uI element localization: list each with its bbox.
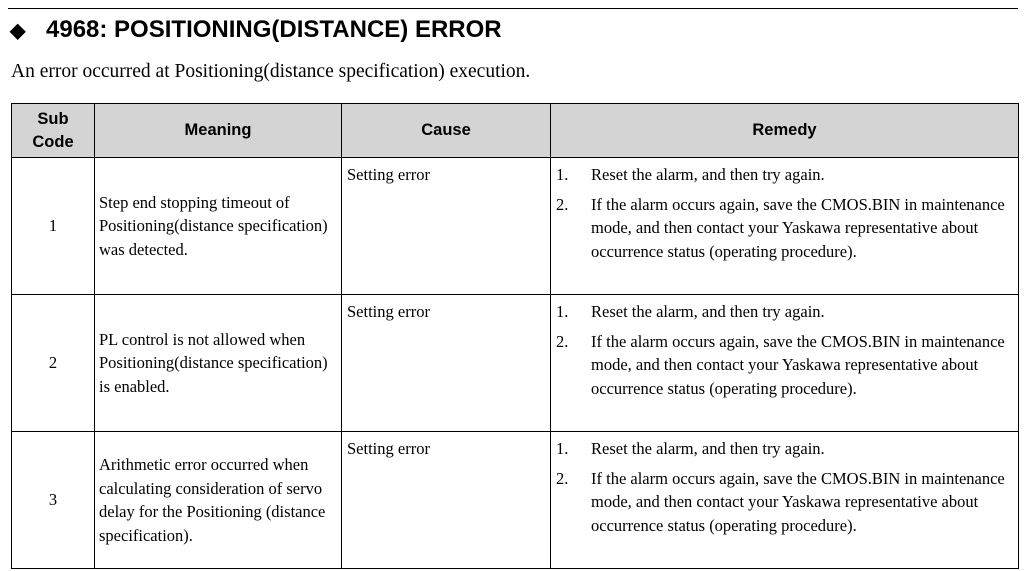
header-sub-code: Sub Code xyxy=(12,104,95,158)
header-remedy: Remedy xyxy=(551,104,1019,158)
step-text: Reset the alarm, and then try again. xyxy=(591,439,825,458)
remedy-cell xyxy=(551,432,1019,569)
cause-cell: Setting error xyxy=(342,158,551,295)
meaning-cell: Arithmetic error occurred when calculating consideration of servo delay for the Positioning (distance specification). xyxy=(95,432,342,569)
table-row xyxy=(12,295,1019,432)
remedy-step xyxy=(556,437,1012,461)
section-title xyxy=(10,13,502,47)
sub-code-cell: 1 xyxy=(12,158,95,295)
step-number: 2. xyxy=(556,331,569,351)
remedy-step xyxy=(556,330,1012,401)
header-row xyxy=(12,104,1019,158)
remedy-list xyxy=(556,437,1012,537)
step-number: 1. xyxy=(556,302,569,321)
cause-cell: Setting error xyxy=(342,432,551,569)
step-text: If the alarm occurs again, save the CMOS.BIN in maintenance mode, and then contact your Yaskawa representative about occurrence status (operating procedure). xyxy=(591,331,1005,398)
step-text: Reset the alarm, and then try again. xyxy=(591,165,825,184)
error-table xyxy=(11,103,1019,569)
remedy-cell xyxy=(551,158,1019,295)
step-text: If the alarm occurs again, save the CMOS.BIN in maintenance mode, and then contact your Yaskawa representative about occurrence status (operating procedure). xyxy=(591,468,1005,535)
table-row xyxy=(12,432,1019,569)
section-title-text: 4968: POSITIONING(DISTANCE) ERROR xyxy=(46,16,502,43)
top-rule xyxy=(8,8,1018,9)
remedy-step xyxy=(556,193,1012,264)
step-number: 2. xyxy=(556,194,569,214)
remedy-step xyxy=(556,163,1012,187)
remedy-list xyxy=(556,300,1012,400)
remedy-list xyxy=(556,163,1012,263)
table-row xyxy=(12,158,1019,295)
sub-code-cell: 3 xyxy=(12,432,95,569)
step-number: 1. xyxy=(556,439,569,458)
step-number: 1. xyxy=(556,165,569,184)
remedy-step xyxy=(556,467,1012,538)
remedy-step xyxy=(556,300,1012,324)
diamond-bullet-icon: ◆ xyxy=(10,19,26,42)
meaning-cell: PL control is not allowed when Positioning(distance specification) is enabled. xyxy=(95,295,342,432)
header-cause: Cause xyxy=(342,104,551,158)
step-number: 2. xyxy=(556,468,569,488)
description: An error occurred at Positioning(distance specification) execution. xyxy=(11,61,531,82)
remedy-cell xyxy=(551,295,1019,432)
step-text: If the alarm occurs again, save the CMOS.BIN in maintenance mode, and then contact your Yaskawa representative about occurrence status (operating procedure). xyxy=(591,194,1005,261)
sub-code-cell: 2 xyxy=(12,295,95,432)
cause-cell: Setting error xyxy=(342,295,551,432)
header-meaning: Meaning xyxy=(95,104,342,158)
meaning-cell: Step end stopping timeout of Positioning(distance specification) was detected. xyxy=(95,158,342,295)
step-text: Reset the alarm, and then try again. xyxy=(591,302,825,321)
